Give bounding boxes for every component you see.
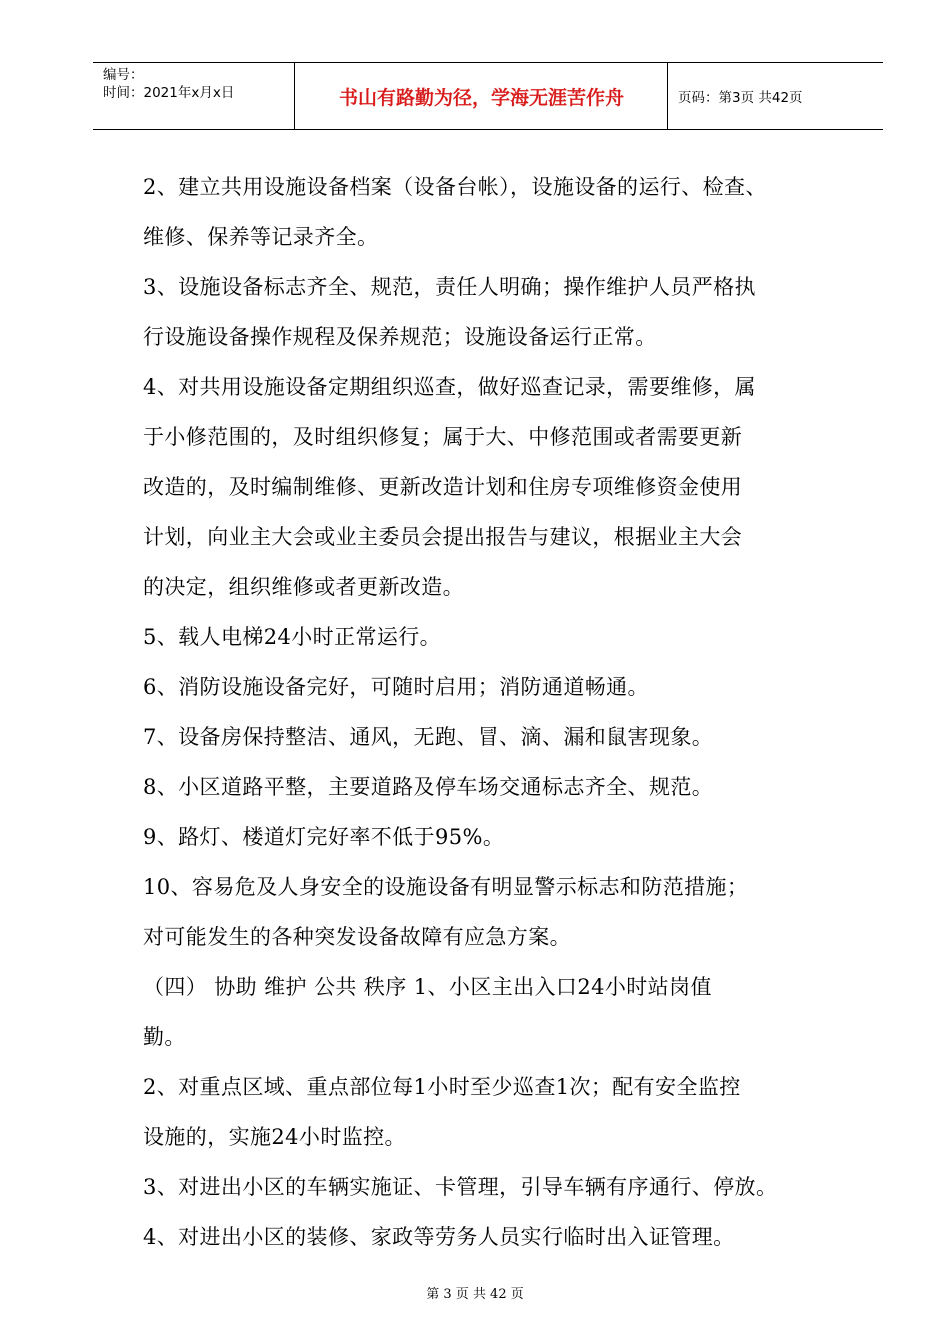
body-line: 5、载人电梯24小时正常运行。 xyxy=(143,625,442,649)
body-line: 10、容易危及人身安全的设施设备有明显警示标志和防范措施； xyxy=(143,875,749,899)
body-line: 4、对共用设施设备定期组织巡查，做好巡查记录，需要维修，属 xyxy=(143,375,756,399)
body-line: 改造的，及时编制维修、更新改造计划和住房专项维修资金使用 xyxy=(143,475,743,499)
header-info-cell xyxy=(93,63,295,129)
body-line: 勤。 xyxy=(143,1025,186,1049)
body-line: 行设施设备操作规程及保养规范；设施设备运行正常。 xyxy=(143,325,657,349)
body-line: 3、设施设备标志齐全、规范，责任人明确；操作维护人员严格执 xyxy=(143,275,756,299)
header-motto: 书山有路勤为径，学海无涯苦作舟 xyxy=(338,87,624,109)
body-line: 设施的，实施24小时监控。 xyxy=(143,1125,406,1149)
body-line: 的决定，组织维修或者更新改造。 xyxy=(143,575,464,599)
body-line: 6、消防设施设备完好，可随时启用；消防通道畅通。 xyxy=(143,675,649,699)
body-line: 4、对进出小区的装修、家政等劳务人员实行临时出入证管理。 xyxy=(143,1225,735,1249)
body-line: 8、小区道路平整，主要道路及停车场交通标志齐全、规范。 xyxy=(143,775,714,799)
body-line: 3、对进出小区的车辆实施证、卡管理，引导车辆有序通行、停放。 xyxy=(143,1175,778,1199)
body-line: 9、路灯、楼道灯完好率不低于95%。 xyxy=(143,825,505,849)
document-number-label: 编号： xyxy=(103,67,144,83)
header-page-cell xyxy=(668,63,883,129)
document-header xyxy=(93,62,883,130)
body-line: 7、设备房保持整洁、通风，无跑、冒、滴、漏和鼠害现象。 xyxy=(143,725,714,749)
body-line: 对可能发生的各种突发设备故障有应急方案。 xyxy=(143,925,571,949)
body-line: 2、建立共用设施设备档案（设备台帐），设施设备的运行、检查、 xyxy=(143,175,767,199)
body-line: （四） 协助 维护 公共 秩序 1、小区主出入口24小时站岗值 xyxy=(143,975,712,999)
body-line: 计划，向业主大会或业主委员会提出报告与建议，根据业主大会 xyxy=(143,525,743,549)
body-line: 于小修范围的，及时组织修复；属于大、中修范围或者需要更新 xyxy=(143,425,743,449)
header-motto-cell xyxy=(295,63,668,129)
document-time-label: 时间：2021年x月x日 xyxy=(103,85,235,101)
page-footer: 第 3 页 共 42 页 xyxy=(426,1287,524,1302)
header-page-label: 页码：第3页 共42页 xyxy=(678,90,803,106)
body-line: 维修、保养等记录齐全。 xyxy=(143,225,379,249)
body-line: 2、对重点区域、重点部位每1小时至少巡查1次；配有安全监控 xyxy=(143,1075,741,1099)
document-body xyxy=(143,162,843,1262)
